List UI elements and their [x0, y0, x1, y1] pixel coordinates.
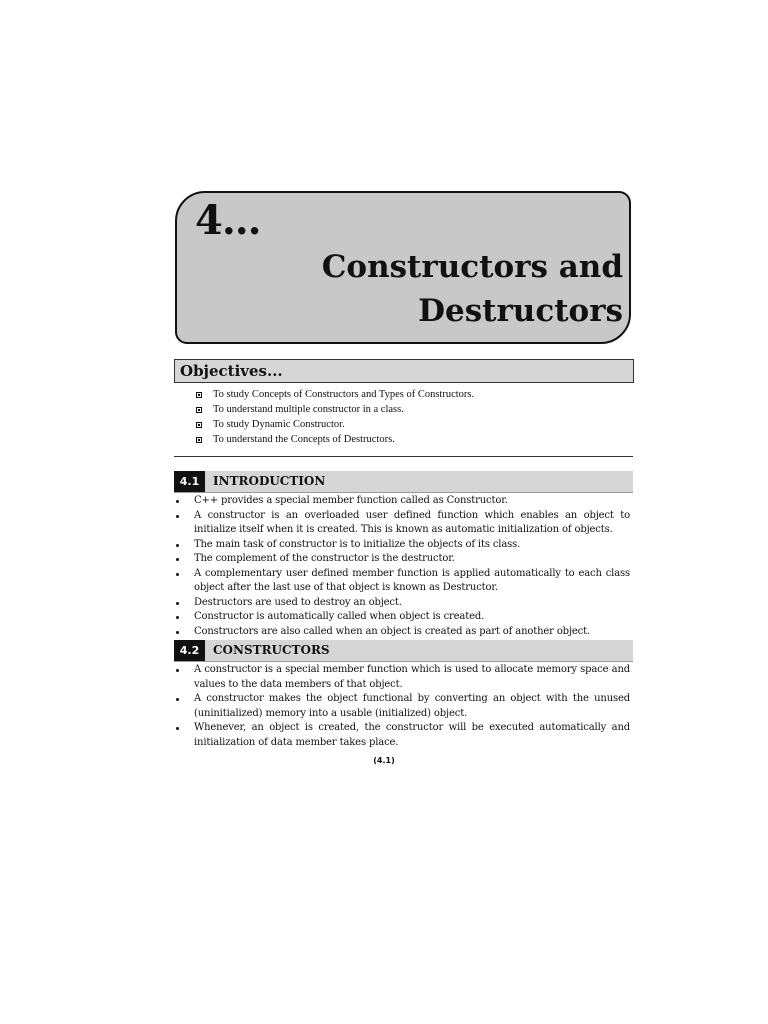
- objective-item: [196, 402, 474, 417]
- bullet-dot-icon: [176, 616, 179, 619]
- objective-item: [196, 432, 474, 447]
- bullet-text: The main task of constructor is to initialize the objects of its class.: [194, 538, 521, 550]
- bullet-dot-icon: [176, 500, 179, 503]
- bullet-text: C++ provides a special member function called as Constructor.: [194, 495, 508, 506]
- objective-text: To study Dynamic Constructor.: [213, 419, 345, 430]
- bullet-text: Destructors are used to destroy an object.: [194, 596, 402, 608]
- chapter-title-line-1: Constructors and: [321, 249, 623, 285]
- bullet-item: [174, 567, 630, 596]
- section-title: CONSTRUCTORS: [213, 643, 330, 657]
- bullet-item: [174, 552, 630, 567]
- bullet-item: [174, 538, 630, 553]
- bullet-text: Constructor is automatically called when object is created.: [194, 611, 485, 622]
- objective-text: To understand multiple constructor in a class.: [213, 404, 404, 415]
- section-number: 4.2: [174, 640, 205, 661]
- bullet-text: A constructor is a special member function which is used to allocate memory space and values to the data members of that object.: [194, 664, 630, 690]
- objective-item: [196, 417, 474, 432]
- square-bullet-icon: [196, 407, 202, 413]
- objectives-list: [196, 387, 474, 447]
- bullet-text: A constructor makes the object functional by converting an object with the unused (uninitialized) memory into a usable (initialized) object.: [194, 693, 630, 719]
- bullet-item: [174, 596, 630, 611]
- section-number: 4.1: [174, 471, 205, 492]
- bullet-text: A complementary user defined member function is applied automatically to each class object after the last use of that object is known as Destructor.: [194, 567, 630, 593]
- bullet-item: [174, 494, 630, 509]
- bullet-text: A constructor is an overloaded user defined function which enables an object to initialize itself when it is created. This is known as automatic initialization of objects.: [194, 509, 630, 535]
- bullet-item: [174, 692, 630, 721]
- bullet-text: Constructors are also called when an object is created as part of another object.: [194, 625, 591, 637]
- section-title: INTRODUCTION: [213, 474, 326, 488]
- section-header-introduction: [174, 471, 633, 493]
- introduction-bullet-list: [174, 494, 630, 639]
- chapter-heading-box: [175, 191, 631, 344]
- objectives-bar: [174, 359, 634, 383]
- bullet-text: The complement of the constructor is the destructor.: [194, 553, 455, 564]
- bullet-dot-icon: [176, 669, 179, 672]
- bullet-item: [174, 721, 630, 750]
- bullet-item: [174, 625, 630, 640]
- bullet-dot-icon: [176, 727, 179, 730]
- chapter-title: [322, 245, 623, 333]
- objective-item: [196, 387, 474, 402]
- bullet-dot-icon: [176, 631, 179, 634]
- bullet-item: [174, 610, 630, 625]
- objective-text: To understand the Concepts of Destructors.: [213, 434, 395, 445]
- bullet-dot-icon: [176, 544, 179, 547]
- bullet-dot-icon: [176, 602, 179, 605]
- bullet-dot-icon: [176, 698, 179, 701]
- bullet-item: [174, 509, 630, 538]
- constructors-bullet-list: [174, 663, 630, 750]
- chapter-title-line-2: Destructors: [418, 293, 623, 329]
- bullet-item: [174, 663, 630, 692]
- square-bullet-icon: [196, 392, 202, 398]
- bullet-dot-icon: [176, 573, 179, 576]
- square-bullet-icon: [196, 437, 202, 443]
- objective-text: To study Concepts of Constructors and Types of Constructors.: [213, 389, 475, 400]
- section-divider: [174, 456, 633, 457]
- bullet-dot-icon: [176, 515, 179, 518]
- square-bullet-icon: [196, 422, 202, 428]
- page-number: (4.1): [373, 756, 395, 765]
- bullet-text: Whenever, an object is created, the constructor will be executed automatically and initialization of data member takes place.: [194, 722, 630, 748]
- chapter-number: 4...: [195, 197, 261, 244]
- bullet-dot-icon: [176, 558, 179, 561]
- objectives-heading: Objectives...: [180, 362, 283, 380]
- section-header-constructors: [174, 640, 633, 662]
